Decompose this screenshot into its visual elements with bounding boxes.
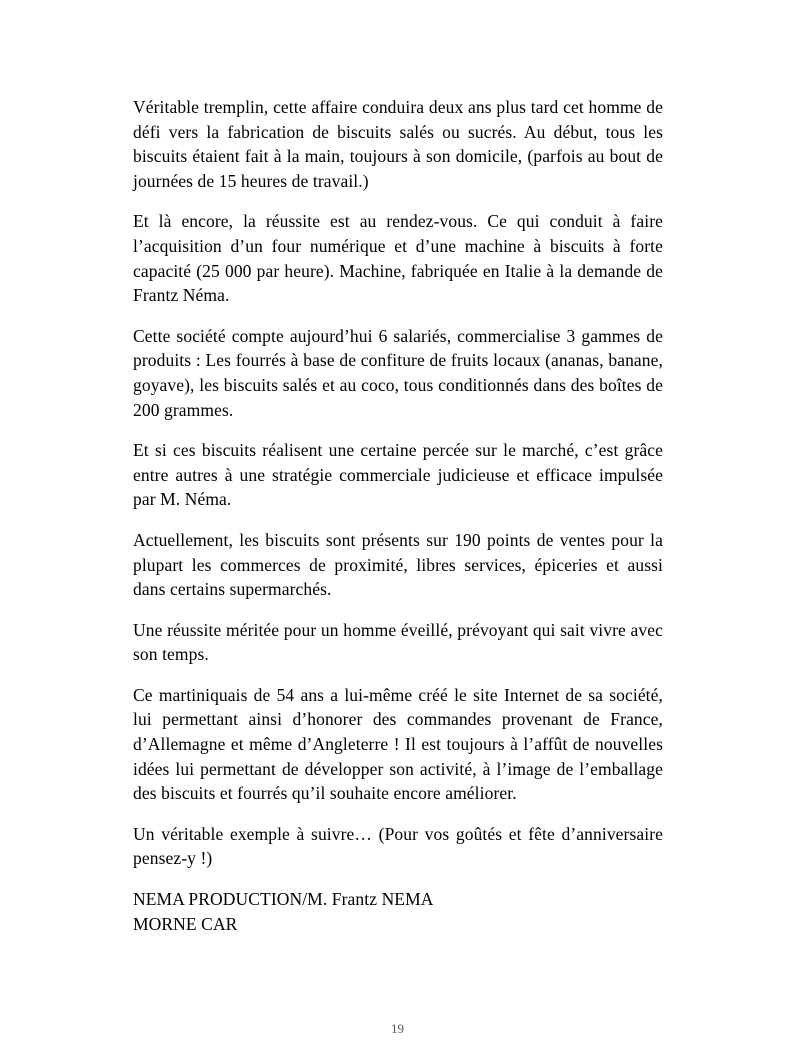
paragraph-4: Et si ces biscuits réalisent une certaine percée sur le marché, c’est grâce entre autres à une stratégie commerciale judicieuse et efficace impulsée par M. Néma. <box>133 440 663 510</box>
paragraph-3: Cette société compte aujourd’hui 6 salariés, commercialise 3 gammes de produits : Les fourrés à base de confiture de fruits locaux (ananas, banane, goyave), les biscuits salés et au coco, tous conditionnés dans des boîtes de 200 grammes. <box>133 325 663 420</box>
paragraph-5: Actuellement, les biscuits sont présents sur 190 points de ventes pour la plupart les commerces de proximité, libres services, épiceries et aussi dans certains supermarchés. <box>133 529 663 600</box>
signature-block <box>133 887 663 936</box>
paragraph-7: Ce martiniquais de 54 ans a lui-même créé le site Internet de sa société, lui permettant ainsi d’honorer des commandes provenant de France, d’Allemagne et même d’Angleterre ! Il est toujours à l’affût de nouvelles idées lui permettant de développer son activité, à l’image de l’emballage des biscuits et fourrés qu’il souhaite encore améliorer. <box>133 684 663 804</box>
paragraph-1: Véritable tremplin, cette affaire conduira deux ans plus tard cet homme de défi vers la fabrication de biscuits salés ou sucrés. Au début, tous les biscuits étaient fait à la main, toujours à son domicile, (parfois au bout de journées de 15 heures de travail.) <box>133 97 663 191</box>
page-number: 19 <box>391 1021 404 1036</box>
page-body-text <box>133 95 663 936</box>
paragraph-6: Une réussite méritée pour un homme éveillé, prévoyant qui sait vivre avec son temps. <box>133 619 663 665</box>
signature-company-line: NEMA PRODUCTION/M. Frantz NEMA <box>133 889 434 910</box>
signature-location-line: MORNE CAR <box>133 913 238 934</box>
paragraph-8: Un véritable exemple à suivre… (Pour vos goûtés et fête d’anniversaire pensez-y !) <box>133 823 663 869</box>
paragraph-2: Et là encore, la réussite est au rendez-vous. Ce qui conduit à faire l’acquisition d’un four numérique et d’une machine à biscuits à forte capacité (25 000 par heure). Machine, fabriquée en Italie à la demande de Frantz Néma. <box>133 211 663 306</box>
